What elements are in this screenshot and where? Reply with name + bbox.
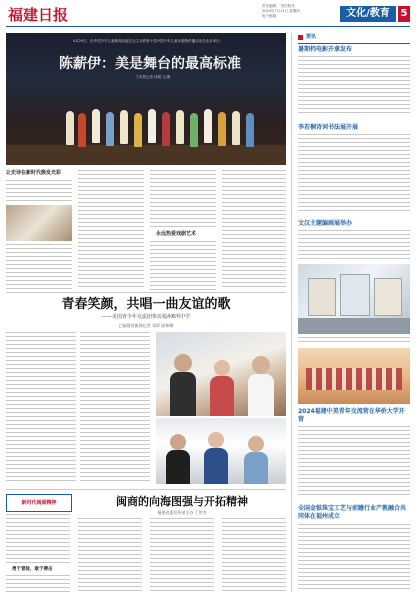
hero-photo [6,33,286,165]
performer [204,109,212,143]
bottom-col-1b [6,575,70,592]
sidebar-item-text [298,134,410,212]
bottom-kicker-box [6,494,72,512]
feature-text-col-2 [80,332,150,484]
section-divider [6,292,286,293]
bottom-col-3 [150,518,214,592]
bottom-byline: 福建省委宣传部主办 丁世杰 [157,510,207,515]
left-column-text-2 [6,244,72,292]
center-subhead: 永远热爱戏剧艺术 [156,231,197,237]
sidebar-item-text [298,426,410,498]
feature-byline: □福建省新闻记者 邓珍 邱林琳 [118,323,174,328]
article-col-1 [78,170,144,288]
page-number: 5 [398,6,410,22]
performer [106,112,114,146]
sidebar-photo-2 [298,348,410,404]
hero-byline: □本报记者 林娟 文/图 [135,75,171,79]
bottom-col-1a [6,514,70,564]
sidebar-tag-box [298,33,410,44]
performer [66,111,74,145]
sidebar-item-title[interactable]: 2024福建中美青年交流营在华侨大学开营 [298,408,405,423]
performer [176,110,184,144]
article-col-2 [150,170,216,288]
performer [190,113,198,147]
bottom-left-subhead: 勇于冒险，敢于搏击 [12,567,53,572]
section-divider-2 [6,489,286,490]
feature-text-col-1 [6,332,76,484]
bottom-kicker: 新时代闽商精神 [21,500,57,506]
bottom-col-4 [222,518,286,592]
sidebar-photo-caption [298,337,410,345]
hero-title: 陈薪伊：美是舞台的最高标准 [59,56,241,72]
left-column-text [6,180,72,202]
left-column [6,170,72,288]
sidebar-item-text [298,230,410,260]
sidebar-item-title[interactable]: 李若桐诗词书法展开展 [298,124,359,131]
left-column-title: 让史诗在新时代焕发光彩 [6,170,62,176]
sidebar-tag: 要讯 [306,34,317,40]
article-col-3 [222,170,286,288]
sidebar-item-text [298,56,410,116]
section-label: 文化/教育 [340,6,396,22]
performer [246,113,254,147]
sidebar-item-title[interactable]: 文汉主题编画展举办 [298,220,353,227]
performer [120,110,128,144]
masthead-rule [6,26,410,27]
paper-name: 福建日报 [8,6,69,24]
bottom-title: 闽商的向海图强与开拓精神 [116,495,248,508]
performer [232,111,240,145]
sidebar-item-text [298,524,410,592]
sidebar-tag-marker [298,35,303,40]
stage-floor [6,145,286,165]
sidebar-photo [298,264,410,334]
performer [218,112,226,146]
feature-subtitle: ——美国青少年交流团参访福州6所中学 [101,314,191,320]
bottom-col-2 [78,518,142,592]
issue-meta: 责任编辑： 责任校对： 2024年7月11日 星期四 电子邮箱： [262,4,300,18]
feature-title: 青春笑颜，共唱一曲友谊的歌 [61,297,231,312]
sidebar-divider [291,33,292,592]
sidebar-item-title[interactable]: 暑期档电影开拿发布 [298,46,353,53]
performer [148,109,156,143]
performer [134,113,142,147]
feature-photo-1 [156,332,286,416]
performer [78,113,86,147]
hero-intro: 4月20日，由中国少年儿童新闻出版总社主办的第十届中国少年儿童出版物传播活动在北京举行。 [72,39,224,43]
performer [162,112,170,146]
portrait-photo [6,205,72,241]
feature-photo-2 [156,418,286,484]
performer [92,109,100,143]
sidebar-item-title[interactable]: 全国金银珠宝工艺与前瞻行业产教融合共同体在福州成立 [298,505,407,520]
